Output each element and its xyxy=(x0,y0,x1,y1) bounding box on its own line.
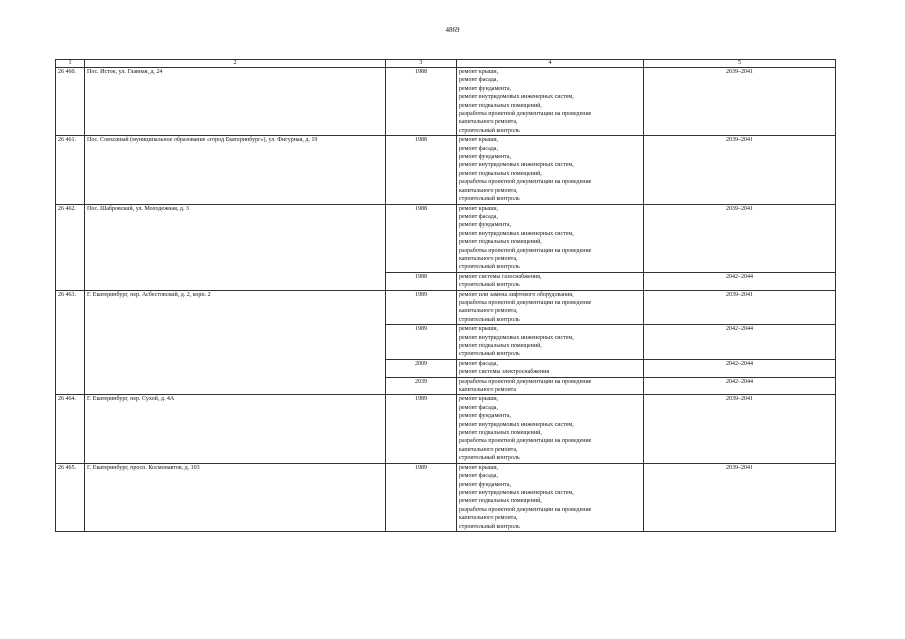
header-cell-2: 2 xyxy=(85,60,386,68)
works-cell xyxy=(457,272,644,290)
table-row xyxy=(56,68,836,136)
table-body xyxy=(56,60,836,532)
header-row xyxy=(56,60,836,68)
work-item: капитального ремонта, xyxy=(459,119,518,126)
works-cell xyxy=(457,359,644,377)
building-address: Пос. Совхозный (муниципальное образование «город Екатеринбург»), ул. Фигурная, д. 19 xyxy=(85,136,386,204)
work-item: ремонт подвальных помещений, xyxy=(459,343,542,349)
year-cell: 1989 xyxy=(386,325,457,360)
work-item: ремонт крыши, xyxy=(459,464,499,471)
row-number: 26 464. xyxy=(56,395,85,463)
work-item: ремонт подвальных помещений, xyxy=(459,430,542,437)
work-item: строительный контроль xyxy=(459,523,520,530)
header-cell-3: 3 xyxy=(386,60,457,68)
work-item: ремонт фундамента, xyxy=(459,413,511,420)
work-item: строительный контроль xyxy=(459,127,520,134)
work-item: строительный контроль xyxy=(459,455,520,462)
work-item: ремонт фундамента, xyxy=(459,154,511,161)
work-item: разработка проектной документации на проведение xyxy=(459,438,592,445)
work-item: ремонт фундамента, xyxy=(459,481,511,488)
header-cell-5: 5 xyxy=(644,60,836,68)
table-row xyxy=(56,204,836,272)
works-cell xyxy=(457,204,644,272)
year-cell: 1989 xyxy=(386,395,457,463)
work-item: капитального ремонта, xyxy=(459,446,518,453)
period-cell: 2039–2041 xyxy=(644,290,836,325)
year-cell: 2039 xyxy=(386,377,457,395)
work-item: ремонт фундамента, xyxy=(459,85,511,92)
row-number: 26 462. xyxy=(56,204,85,290)
row-number: 26 461. xyxy=(56,136,85,204)
work-item: разработка проектной документации на проведение xyxy=(459,506,592,513)
work-item: разработка проектной документации на проведение xyxy=(459,378,592,385)
work-item: разработка проектной документации на проведение xyxy=(459,111,592,118)
year-cell: 1988 xyxy=(386,136,457,204)
work-item: капитального ремонта xyxy=(459,387,517,394)
works-cell xyxy=(457,136,644,204)
row-number: 26 463. xyxy=(56,290,85,395)
row-number: 26 465. xyxy=(56,463,85,531)
work-item: ремонт крыши, xyxy=(459,69,499,75)
work-item: ремонт фасада, xyxy=(459,404,498,411)
work-item: ремонт фундамента, xyxy=(459,222,511,229)
work-item: ремонт внутридомовых инженерных систем, xyxy=(459,162,574,169)
work-item: разработка проектной документации на проведение xyxy=(459,247,592,254)
row-number: 26 460. xyxy=(56,68,85,136)
works-cell xyxy=(457,395,644,463)
work-item: ремонт подвальных помещений, xyxy=(459,498,542,505)
year-cell: 1988 xyxy=(386,68,457,136)
works-cell xyxy=(457,68,644,136)
work-item: строительный контроль xyxy=(459,316,520,323)
work-item: ремонт фасада, xyxy=(459,360,498,367)
building-address: Г. Екатеринбург, просп. Космонавтов, д. 103 xyxy=(85,463,386,531)
period-cell: 2039–2041 xyxy=(644,395,836,463)
work-item: капитального ремонта, xyxy=(459,255,518,262)
work-item: ремонт крыши, xyxy=(459,137,499,144)
work-item: ремонт или замена лифтового оборудования, xyxy=(459,291,574,298)
work-item: ремонт фасада, xyxy=(459,473,498,480)
work-item: ремонт внутридомовых инженерных систем, xyxy=(459,421,574,428)
work-item: ремонт подвальных помещений, xyxy=(459,239,542,246)
work-item: ремонт крыши, xyxy=(459,326,499,333)
year-cell: 1989 xyxy=(386,290,457,325)
work-item: ремонт фасада, xyxy=(459,145,498,152)
work-item: разработка проектной документации на проведение xyxy=(459,299,592,306)
period-cell: 2039–2041 xyxy=(644,68,836,136)
works-cell xyxy=(457,463,644,531)
period-cell: 2042–2044 xyxy=(644,359,836,377)
work-item: ремонт крыши, xyxy=(459,396,499,403)
work-item: ремонт фасада, xyxy=(459,77,498,84)
period-cell: 2042–2044 xyxy=(644,325,836,360)
year-cell: 1989 xyxy=(386,463,457,531)
year-cell: 1988 xyxy=(386,272,457,290)
page-number: 4869 xyxy=(445,26,460,34)
period-cell: 2042–2044 xyxy=(644,377,836,395)
year-cell: 1988 xyxy=(386,204,457,272)
work-item: ремонт фасада, xyxy=(459,213,498,220)
period-cell: 2039–2041 xyxy=(644,136,836,204)
works-cell xyxy=(457,377,644,395)
work-item: строительный контроль xyxy=(459,264,520,271)
header-cell-1: 1 xyxy=(56,60,85,68)
works-cell xyxy=(457,325,644,360)
work-item: ремонт подвальных помещений, xyxy=(459,170,542,177)
work-item: разработка проектной документации на проведение xyxy=(459,179,592,186)
period-cell: 2039–2041 xyxy=(644,463,836,531)
building-address: Пос. Шабровский, ул. Молодежная, д. 3 xyxy=(85,204,386,290)
table-row xyxy=(56,136,836,204)
table-row xyxy=(56,290,836,325)
building-address: Пос. Исток, ул. Главная, д. 24 xyxy=(85,68,386,136)
period-cell: 2042–2044 xyxy=(644,272,836,290)
work-item: ремонт внутридомовых инженерных систем, xyxy=(459,230,574,237)
work-item: ремонт внутридомовых инженерных систем, xyxy=(459,334,574,341)
work-item: ремонт подвальных помещений, xyxy=(459,102,542,109)
work-item: капитального ремонта, xyxy=(459,187,518,194)
work-item: ремонт крыши, xyxy=(459,205,499,212)
header-cell-4: 4 xyxy=(457,60,644,68)
work-item: ремонт внутридомовых инженерных систем, xyxy=(459,94,574,101)
period-cell: 2039–2041 xyxy=(644,204,836,272)
table-row xyxy=(56,463,836,531)
repair-schedule-table xyxy=(55,59,836,532)
year-cell: 2009 xyxy=(386,359,457,377)
work-item: ремонт системы газоснабжения, xyxy=(459,273,542,280)
work-item: строительный контроль xyxy=(459,351,520,358)
work-item: капитального ремонта, xyxy=(459,308,518,315)
building-address: Г. Екатеринбург, пер. Асбестовский, д. 2, корп. 2 xyxy=(85,290,386,395)
building-address: Г. Екатеринбург, пер. Сухой, д. 4А xyxy=(85,395,386,463)
work-item: ремонт внутридомовых инженерных систем, xyxy=(459,489,574,496)
table-row xyxy=(56,395,836,463)
works-cell xyxy=(457,290,644,325)
work-item: строительный контроль xyxy=(459,196,520,203)
work-item: строительный контроль xyxy=(459,282,520,289)
work-item: капитального ремонта, xyxy=(459,515,518,522)
work-item: ремонт системы электроснабжения xyxy=(459,369,550,376)
